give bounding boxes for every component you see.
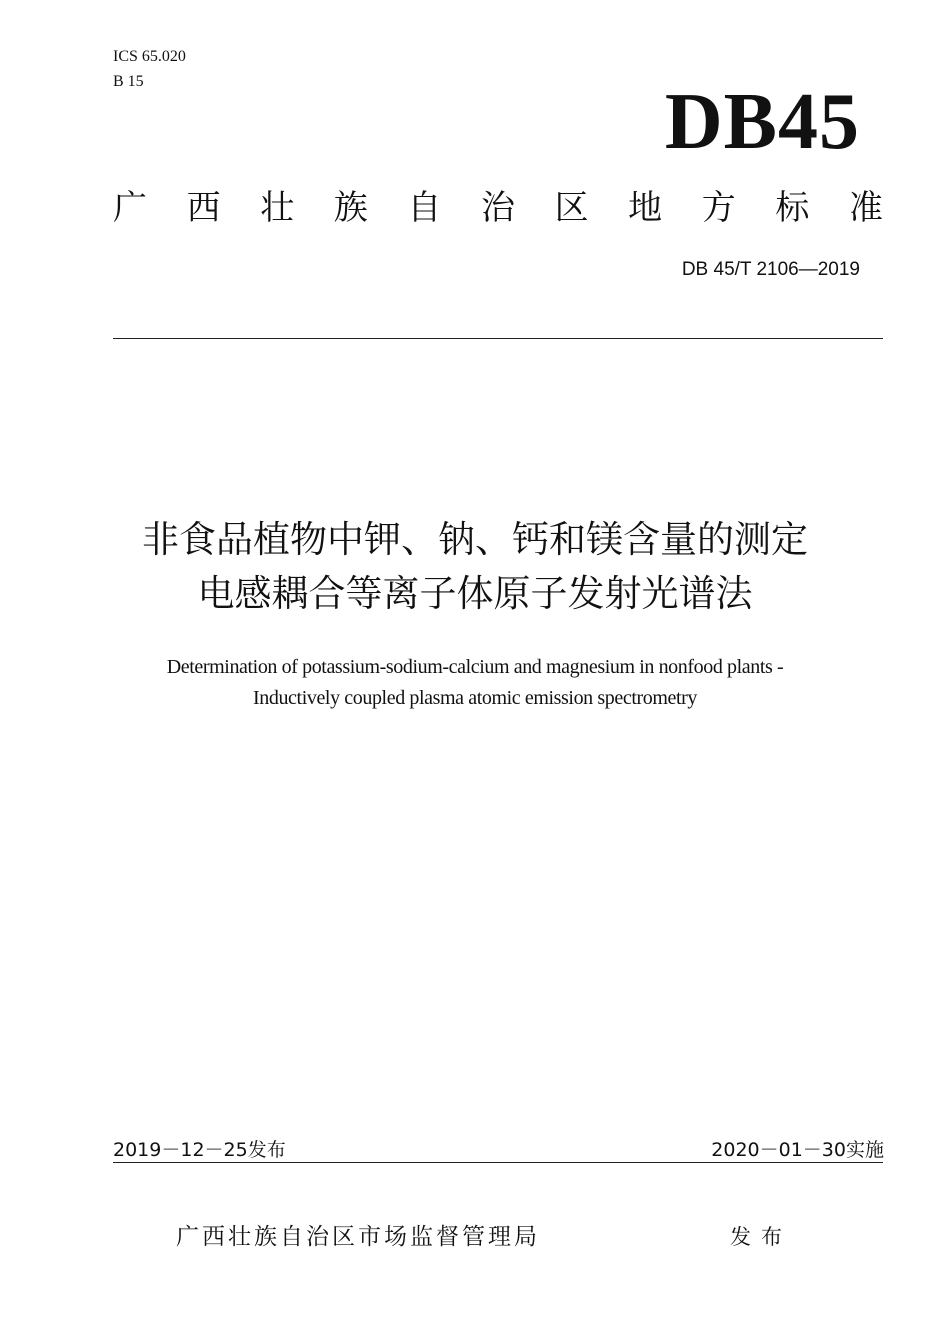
standard-type-char: 族 bbox=[333, 188, 368, 228]
implementation-date: 2020－01－30实施 bbox=[711, 1139, 884, 1161]
standard-type-char: 自 bbox=[407, 188, 442, 228]
title-cn-line-1: 非食品植物中钾、钠、钙和镁含量的测定 bbox=[142, 518, 808, 561]
standard-type-char: 准 bbox=[848, 188, 883, 228]
bottom-divider bbox=[113, 1162, 883, 1163]
standard-number: DB 45/T 2106—2019 bbox=[681, 259, 860, 280]
standard-type-char: 方 bbox=[701, 188, 736, 228]
title-en-line-1: Determination of potassium-sodium-calcium and magnesium in nonfood plants - bbox=[166, 656, 784, 678]
standard-type-char: 壮 bbox=[260, 188, 295, 228]
issuing-authority: 广西壮族自治区市场监督管理局 bbox=[176, 1224, 540, 1250]
ics-code: ICS 65.020 bbox=[113, 48, 186, 65]
standard-type-char: 地 bbox=[628, 188, 663, 228]
standard-type-char: 广 bbox=[113, 188, 147, 228]
issue-label: 发布 bbox=[730, 1225, 792, 1249]
title-cn-line-2: 电感耦合等离子体原子发射光谱法 bbox=[197, 572, 753, 615]
ccs-code: B 15 bbox=[113, 73, 144, 90]
standard-mark: DB45 bbox=[664, 78, 860, 166]
issue-date: 2019－12－25发布 bbox=[113, 1139, 286, 1161]
standard-type-char: 治 bbox=[480, 188, 515, 228]
standard-type-char: 区 bbox=[554, 188, 589, 228]
standard-type-heading bbox=[113, 186, 883, 230]
standard-type-char: 西 bbox=[186, 188, 221, 228]
title-en-line-2: Inductively coupled plasma atomic emission spectrometry bbox=[253, 687, 697, 709]
standard-type-char: 标 bbox=[775, 188, 810, 228]
top-divider bbox=[113, 338, 883, 339]
